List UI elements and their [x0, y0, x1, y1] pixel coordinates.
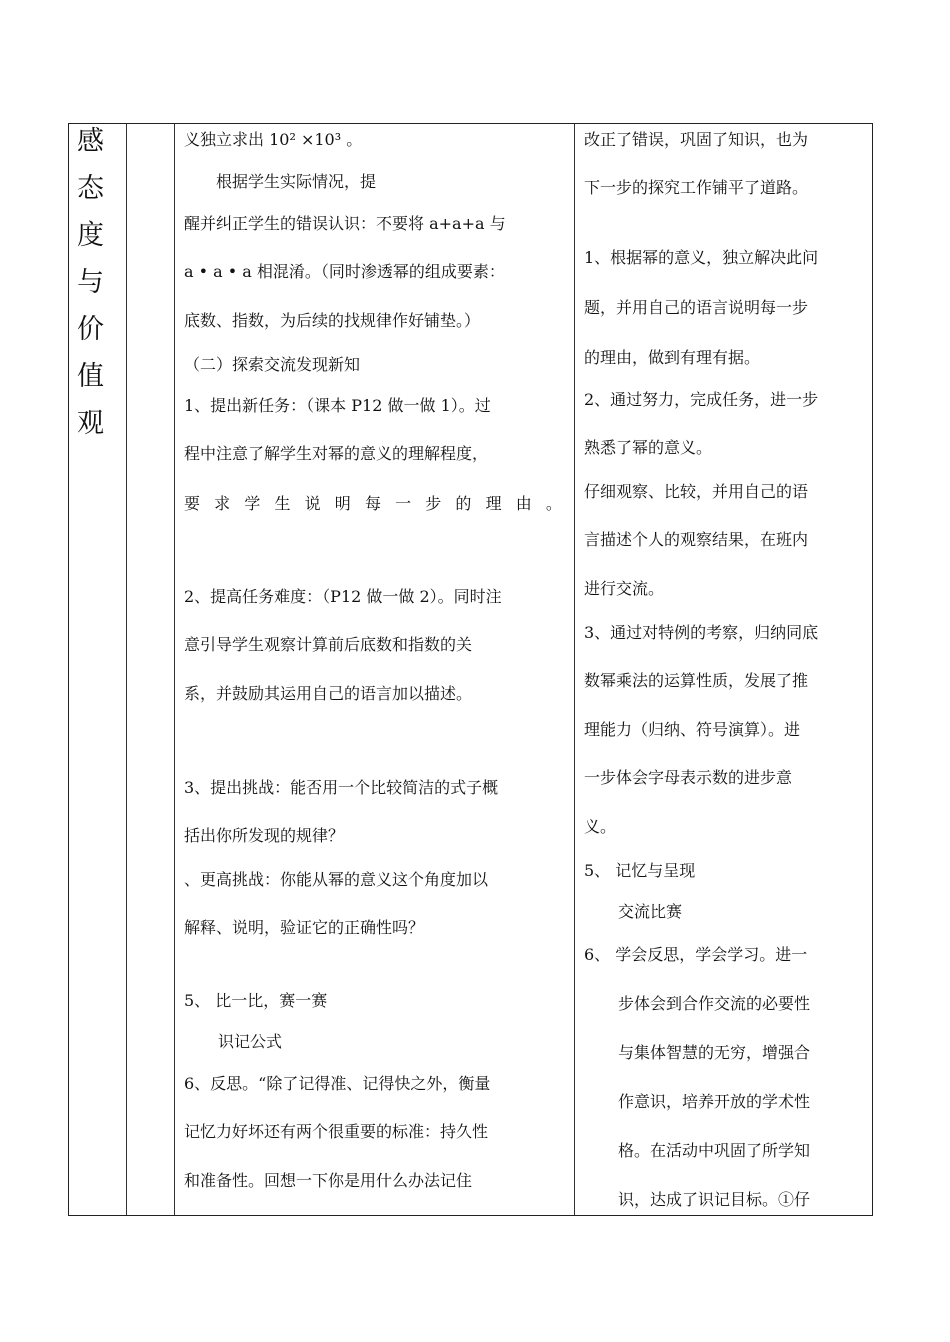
- activity-line: 6、反思。“除了记得准、记得快之外，衡量: [184, 1074, 491, 1093]
- intent-line: 交流比赛: [618, 902, 683, 921]
- justified-char: 生: [274, 494, 291, 513]
- intent-line: 6、 学会反思，学会学习。进一: [584, 945, 808, 964]
- justified-char: 一: [395, 494, 412, 513]
- label-char: 值: [77, 361, 104, 392]
- activity-line: 和准备性。回想一下你是用什么办法记住: [184, 1171, 473, 1190]
- justified-char: 说: [304, 494, 321, 513]
- label-char: 态: [77, 173, 104, 204]
- intent-cell: [574, 124, 872, 1215]
- activity-line: 记忆力好坏还有两个很重要的标准：持久性: [184, 1122, 489, 1141]
- intent-line: 2、通过努力，完成任务，进一步: [584, 390, 819, 409]
- intent-line: 1、根据幂的意义，独立解决此问: [584, 248, 819, 267]
- activity-line: 识记公式: [218, 1032, 283, 1051]
- empty-cell: [126, 124, 174, 1215]
- justified-char: 学: [244, 494, 261, 513]
- activity-line: 5、 比一比，赛一赛: [184, 991, 328, 1010]
- intent-line: 作意识，培养开放的学术性: [618, 1092, 811, 1111]
- intent-line: 数幂乘法的运算性质，发展了推: [584, 671, 809, 690]
- justified-char: 求: [214, 494, 231, 513]
- activity-cell: [174, 124, 574, 1215]
- intent-line: 识，达成了识记目标。①仔: [618, 1190, 811, 1209]
- intent-line: 熟悉了幂的意义。: [584, 438, 713, 457]
- label-char: 价: [77, 314, 104, 345]
- intent-line: 进行交流。: [584, 579, 665, 598]
- activity-line: 醒并纠正学生的错误认识：不要将 a+a+a 与: [184, 214, 506, 233]
- label-char: 与: [77, 267, 104, 298]
- activity-line: 3、提出挑战：能否用一个比较简洁的式子概: [184, 778, 499, 797]
- intent-line: 与集体智慧的无穷，增强合: [618, 1043, 811, 1062]
- label-char: 观: [77, 408, 104, 439]
- activity-line: 、更高挑战：你能从幂的意义这个角度加以: [184, 870, 489, 889]
- section-heading: （二）探索交流发现新知: [184, 355, 361, 374]
- activity-line: a • a • a 相混淆。（同时渗透幂的组成要素：: [184, 262, 505, 281]
- intent-line: 一步体会字母表示数的进步意: [584, 768, 793, 787]
- justified-char: 的: [455, 494, 472, 513]
- justified-char: 步: [425, 494, 442, 513]
- label-char: 度: [77, 220, 104, 251]
- activity-line: 1、提出新任务：（课本 P12 做一做 1）。过: [184, 396, 491, 415]
- activity-line: 系，并鼓励其运用自己的语言加以描述。: [184, 684, 473, 703]
- activity-line: 2、提高任务难度：（P12 做一做 2）。同时注: [184, 587, 502, 606]
- label-char: 感: [77, 126, 104, 157]
- intent-line: 5、 记忆与呈现: [584, 861, 696, 880]
- activity-line: 根据学生实际情况，提: [216, 172, 377, 191]
- activity-line: 意引导学生观察计算前后底数和指数的关: [184, 635, 473, 654]
- intent-line: 改正了错误，巩固了知识，也为: [584, 130, 809, 149]
- lesson-table: [68, 123, 873, 1216]
- intent-line: 言描述个人的观察结果，在班内: [584, 530, 809, 549]
- justified-char: 由: [515, 494, 532, 513]
- activity-line: 义独立求出 10² ×10³ 。: [184, 130, 363, 149]
- activity-line: 程中注意了解学生对幂的意义的理解程度，: [184, 444, 489, 463]
- activity-line: 括出你所发现的规律？: [184, 826, 345, 845]
- justified-char: 明: [334, 494, 351, 513]
- activity-line-justified: [184, 496, 562, 512]
- intent-line: 理能力（归纳、符号演算）。进: [584, 720, 801, 739]
- intent-line: 题，并用自己的语言说明每一步: [584, 298, 809, 317]
- intent-line: 义。: [584, 817, 617, 836]
- intent-line: 下一步的探究工作铺平了道路。: [584, 178, 809, 197]
- intent-line: 3、通过对特例的考察，归纳同底: [584, 623, 819, 642]
- activity-line: 底数、指数，为后续的找规律作好铺垫。）: [184, 311, 481, 330]
- activity-line: 解释、说明，验证它的正确性吗？: [184, 918, 425, 937]
- intent-line: 仔细观察、比较，并用自己的语: [584, 482, 809, 501]
- intent-line: 的理由，做到有理有据。: [584, 348, 761, 367]
- justified-char: 理: [485, 494, 502, 513]
- justified-char: 。: [545, 494, 562, 513]
- justified-char: 每: [364, 494, 381, 513]
- intent-line: 格。在活动中巩固了所学知: [618, 1141, 811, 1160]
- justified-char: 要: [184, 494, 201, 513]
- vertical-label-cell: [69, 124, 126, 1215]
- intent-line: 步体会到合作交流的必要性: [618, 994, 811, 1013]
